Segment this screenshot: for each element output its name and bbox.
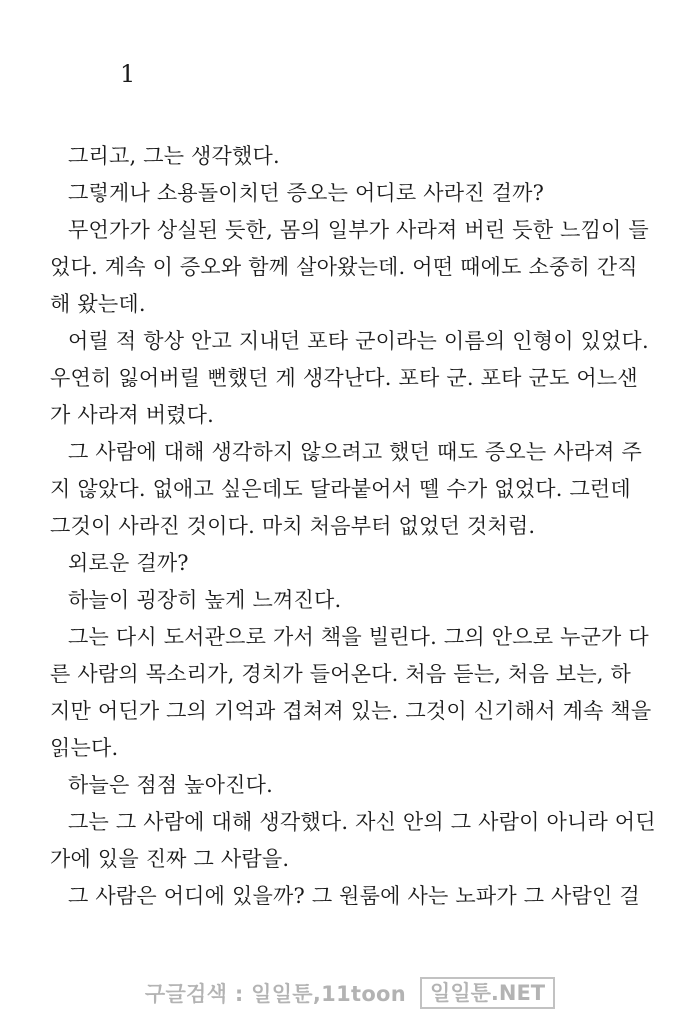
watermark-search-text: 구글검색 : 일일툰,11toon	[144, 982, 407, 1006]
text-body	[50, 138, 660, 915]
paragraph: 그 사람은 어디에 있을까? 그 원룸에 사는 노파가 그 사람인 걸	[68, 884, 640, 908]
paragraph: 그렇게나 소용돌이치던 증오는 어디로 사라진 걸까?	[68, 181, 545, 205]
paragraph: 하늘은 점점 높아진다.	[68, 773, 273, 797]
paragraph: 그는 그 사람에 대해 생각했다. 자신 안의 그 사람이 아니라 어딘 가에 있을 진짜 그 사람을.	[50, 810, 656, 871]
paragraph: 그리고, 그는 생각했다.	[68, 144, 280, 168]
paragraph: 무언가가 상실된 듯한, 몸의 일부가 사라져 버린 듯한 느낌이 들 었다. 계속 이 증오와 함께 살아왔는데. 어떤 때에도 소중히 간직 해 왔는데.	[50, 218, 649, 316]
watermark-footer	[0, 975, 700, 1011]
paragraph: 어릴 적 항상 안고 지내던 포타 군이라는 이름의 인형이 있었다. 우연히 잃어버릴 뻔했던 게 생각난다. 포타 군. 포타 군도 어느샌 가 사라져 버렸다.	[50, 329, 649, 427]
page-number: 1	[120, 60, 136, 88]
paragraph: 하늘이 굉장히 높게 느껴진다.	[68, 588, 342, 612]
watermark-site-label: 일일툰.NET	[420, 977, 555, 1009]
paragraph: 외로운 걸까?	[68, 551, 189, 575]
paragraph: 그는 다시 도서관으로 가서 책을 빌린다. 그의 안으로 누군가 다 른 사람의 목소리가, 경치가 들어온다. 처음 듣는, 처음 보는, 하 지만 어딘가 그의 기억과 겹쳐져 있는. 그것이 신기해서 계속 책을 읽는다.	[50, 625, 652, 760]
paragraph: 그 사람에 대해 생각하지 않으려고 했던 때도 증오는 사라져 주 지 않았다. 없애고 싶은데도 달라붙어서 뗄 수가 없었다. 그런데 그것이 사라진 것이다. 마치 처음부터 없었던 것처럼.	[50, 440, 643, 538]
